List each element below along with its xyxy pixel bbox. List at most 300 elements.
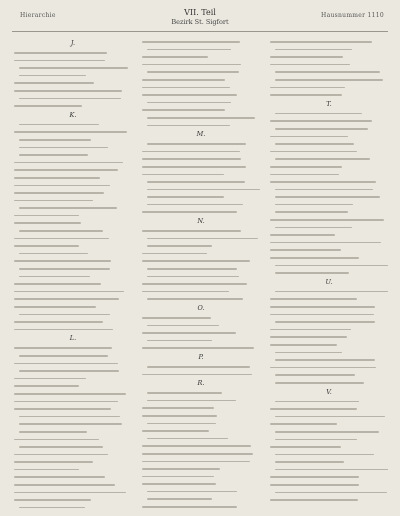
directory-entry bbox=[270, 496, 388, 504]
directory-entry bbox=[270, 61, 388, 69]
directory-entry bbox=[14, 189, 132, 197]
entry-text-placeholder bbox=[142, 87, 230, 89]
entry-text-placeholder bbox=[275, 321, 375, 323]
directory-entry bbox=[14, 273, 132, 281]
directory-entry bbox=[142, 178, 260, 186]
directory-entry bbox=[142, 442, 260, 450]
directory-entry bbox=[270, 140, 388, 148]
directory-entry bbox=[14, 151, 132, 159]
entry-text-placeholder bbox=[142, 260, 250, 262]
entry-text-placeholder bbox=[270, 166, 342, 168]
entry-text-placeholder bbox=[19, 147, 108, 149]
directory-entry bbox=[270, 398, 388, 406]
directory-entry bbox=[270, 133, 388, 141]
entry-text-placeholder bbox=[14, 260, 111, 262]
entry-text-placeholder bbox=[19, 139, 91, 141]
directory-entry bbox=[270, 341, 388, 349]
entry-text-placeholder bbox=[14, 131, 127, 133]
directory-entry bbox=[142, 488, 260, 496]
entry-text-placeholder bbox=[19, 124, 99, 126]
entry-text-placeholder bbox=[270, 423, 337, 425]
directory-entry bbox=[270, 224, 388, 232]
directory-entry bbox=[270, 458, 388, 466]
entry-text-placeholder bbox=[275, 211, 348, 213]
entry-text-placeholder bbox=[275, 359, 375, 361]
entry-text-placeholder bbox=[14, 169, 118, 171]
directory-entry bbox=[142, 235, 260, 243]
entry-text-placeholder bbox=[275, 143, 354, 145]
directory-entry bbox=[14, 344, 132, 352]
entry-text-placeholder bbox=[14, 192, 104, 194]
entry-text-placeholder bbox=[14, 90, 122, 92]
entry-text-placeholder bbox=[19, 268, 110, 270]
entry-text-placeholder bbox=[270, 249, 341, 251]
directory-entry bbox=[270, 451, 388, 459]
entry-text-placeholder bbox=[142, 468, 220, 470]
directory-entry bbox=[270, 288, 388, 296]
directory-entry bbox=[142, 495, 260, 503]
directory-entry bbox=[270, 84, 388, 92]
entry-text-placeholder bbox=[14, 298, 119, 300]
directory-entry bbox=[270, 371, 388, 379]
entry-text-placeholder bbox=[142, 483, 216, 485]
entry-text-placeholder bbox=[14, 245, 79, 247]
entry-text-placeholder bbox=[14, 162, 123, 164]
directory-entry bbox=[14, 367, 132, 375]
entry-text-placeholder bbox=[275, 113, 362, 115]
entry-text-placeholder bbox=[270, 329, 351, 331]
entry-text-placeholder bbox=[275, 189, 373, 191]
entry-text-placeholder bbox=[142, 374, 252, 376]
directory-entry bbox=[142, 114, 260, 122]
directory-entry bbox=[142, 61, 260, 69]
entry-text-placeholder bbox=[270, 87, 345, 89]
entry-text-placeholder bbox=[19, 370, 119, 372]
entry-text-placeholder bbox=[14, 222, 81, 224]
directory-entry bbox=[270, 125, 388, 133]
directory-entry bbox=[270, 349, 388, 357]
section-letter: P. bbox=[198, 352, 204, 361]
entry-text-placeholder bbox=[19, 314, 110, 316]
entry-text-placeholder bbox=[142, 41, 240, 43]
entry-text-placeholder bbox=[142, 461, 250, 463]
entry-text-placeholder bbox=[14, 363, 118, 365]
directory-entry bbox=[270, 254, 388, 262]
column-3 bbox=[270, 38, 388, 510]
entry-text-placeholder bbox=[14, 283, 101, 285]
directory-entry bbox=[142, 171, 260, 179]
entry-text-placeholder bbox=[270, 174, 339, 176]
entry-text-placeholder bbox=[19, 75, 86, 77]
section-letter: U. bbox=[325, 277, 333, 286]
entry-text-placeholder bbox=[147, 276, 239, 278]
directory-entry bbox=[14, 318, 132, 326]
entry-text-placeholder bbox=[142, 253, 207, 255]
directory-entry bbox=[270, 186, 388, 194]
entry-text-placeholder bbox=[142, 453, 253, 455]
entry-text-placeholder bbox=[142, 291, 229, 293]
entry-text-placeholder bbox=[14, 177, 100, 179]
header-right-label: Hausnummer 1110 bbox=[321, 12, 384, 19]
directory-entry bbox=[142, 76, 260, 84]
directory-entry bbox=[270, 148, 388, 156]
directory-entry bbox=[270, 262, 388, 270]
entry-text-placeholder bbox=[14, 408, 111, 410]
directory-entry bbox=[14, 413, 132, 421]
entry-text-placeholder bbox=[19, 276, 90, 278]
entry-text-placeholder bbox=[275, 71, 380, 73]
directory-entry bbox=[142, 389, 260, 397]
directory-entry bbox=[142, 371, 260, 379]
entry-text-placeholder bbox=[142, 158, 241, 160]
directory-entry bbox=[270, 208, 388, 216]
directory-entry bbox=[142, 208, 260, 216]
entry-text-placeholder bbox=[142, 506, 237, 508]
directory-entry bbox=[14, 405, 132, 413]
directory-entry bbox=[14, 128, 132, 136]
page-subtitle: Bezirk St. Sigfort bbox=[171, 18, 229, 26]
entry-text-placeholder bbox=[275, 469, 388, 471]
directory-entry bbox=[142, 412, 260, 420]
directory-entry bbox=[142, 46, 260, 54]
directory-entry bbox=[14, 95, 132, 103]
entry-text-placeholder bbox=[14, 52, 107, 54]
entry-text-placeholder bbox=[142, 430, 209, 432]
entry-text-placeholder bbox=[19, 507, 85, 509]
entry-text-placeholder bbox=[270, 306, 375, 308]
directory-entry bbox=[14, 166, 132, 174]
entry-text-placeholder bbox=[14, 306, 96, 308]
entry-text-placeholder bbox=[14, 238, 109, 240]
entry-text-placeholder bbox=[270, 242, 381, 244]
entry-text-placeholder bbox=[19, 431, 87, 433]
entry-text-placeholder bbox=[270, 56, 343, 58]
directory-entry bbox=[270, 53, 388, 61]
entry-text-placeholder bbox=[19, 355, 108, 357]
column-1 bbox=[14, 38, 132, 510]
directory-entry bbox=[270, 318, 388, 326]
entry-text-placeholder bbox=[142, 174, 224, 176]
directory-entry bbox=[14, 443, 132, 451]
directory-entry bbox=[14, 79, 132, 87]
directory-entry bbox=[270, 489, 388, 497]
entry-text-placeholder bbox=[147, 71, 239, 73]
directory-entry bbox=[270, 481, 388, 489]
directory-entry bbox=[14, 242, 132, 250]
entry-text-placeholder bbox=[14, 499, 91, 501]
directory-entry bbox=[142, 329, 260, 337]
section-letter: N. bbox=[197, 217, 205, 226]
entry-text-placeholder bbox=[270, 257, 359, 259]
entry-text-placeholder bbox=[147, 423, 216, 425]
directory-entry bbox=[14, 219, 132, 227]
header-left-label: Hierarchie bbox=[20, 12, 56, 19]
entry-text-placeholder bbox=[19, 416, 120, 418]
entry-text-placeholder bbox=[14, 385, 79, 387]
directory-entry bbox=[14, 428, 132, 436]
entry-text-placeholder bbox=[14, 401, 118, 403]
directory-entry bbox=[14, 121, 132, 129]
entry-text-placeholder bbox=[270, 41, 372, 43]
entry-text-placeholder bbox=[19, 423, 122, 425]
directory-entry bbox=[270, 326, 388, 334]
entry-text-placeholder bbox=[275, 79, 383, 81]
directory-entry bbox=[270, 231, 388, 239]
entry-text-placeholder bbox=[270, 234, 335, 236]
directory-entry bbox=[142, 155, 260, 163]
directory-entry bbox=[14, 265, 132, 273]
entry-text-placeholder bbox=[14, 60, 105, 62]
entry-text-placeholder bbox=[14, 454, 108, 456]
entry-text-placeholder bbox=[142, 415, 217, 417]
directory-entry bbox=[142, 314, 260, 322]
entry-text-placeholder bbox=[275, 272, 349, 274]
directory-entry bbox=[270, 413, 388, 421]
directory-entry bbox=[142, 322, 260, 330]
directory-entry bbox=[14, 136, 132, 144]
directory-entry bbox=[142, 186, 260, 194]
entry-text-placeholder bbox=[270, 367, 376, 369]
entry-text-placeholder bbox=[19, 154, 88, 156]
entry-text-placeholder bbox=[275, 128, 368, 130]
entry-text-placeholder bbox=[19, 67, 128, 69]
directory-entry bbox=[14, 250, 132, 258]
entry-text-placeholder bbox=[275, 49, 352, 51]
directory-entry bbox=[142, 201, 260, 209]
directory-entry bbox=[14, 360, 132, 368]
directory-entry bbox=[270, 420, 388, 428]
entry-text-placeholder bbox=[142, 79, 225, 81]
entry-text-placeholder bbox=[147, 498, 212, 500]
entry-text-placeholder bbox=[275, 374, 355, 376]
entry-text-placeholder bbox=[275, 454, 374, 456]
directory-entry bbox=[142, 435, 260, 443]
directory-entry bbox=[14, 295, 132, 303]
entry-text-placeholder bbox=[270, 64, 350, 66]
entry-text-placeholder bbox=[270, 314, 374, 316]
section-letter: L. bbox=[69, 334, 77, 343]
directory-entry bbox=[270, 91, 388, 99]
directory-entry bbox=[142, 458, 260, 466]
directory-entry bbox=[142, 288, 260, 296]
directory-entry bbox=[270, 295, 388, 303]
entry-text-placeholder bbox=[147, 189, 260, 191]
section-letter: V. bbox=[326, 387, 332, 396]
entry-text-placeholder bbox=[147, 400, 236, 402]
directory-entry bbox=[270, 171, 388, 179]
directory-entry bbox=[142, 242, 260, 250]
directory-entry bbox=[14, 159, 132, 167]
directory-entry bbox=[270, 76, 388, 84]
directory-entry bbox=[14, 102, 132, 110]
directory-entry bbox=[270, 356, 388, 364]
directory-entry bbox=[270, 466, 388, 474]
directory-entry bbox=[142, 344, 260, 352]
directory-entry bbox=[14, 390, 132, 398]
directory-entry bbox=[270, 110, 388, 118]
directory-entry bbox=[270, 428, 388, 436]
directory-entry bbox=[270, 311, 388, 319]
directory-entry bbox=[270, 269, 388, 277]
entry-text-placeholder bbox=[14, 492, 126, 494]
entry-text-placeholder bbox=[14, 393, 126, 395]
directory-entry bbox=[14, 57, 132, 65]
entry-text-placeholder bbox=[275, 416, 385, 418]
directory-entry bbox=[142, 337, 260, 345]
section-letter: T. bbox=[326, 99, 332, 108]
directory-entry bbox=[142, 280, 260, 288]
directory-entry bbox=[14, 504, 132, 510]
directory-entry bbox=[14, 182, 132, 190]
entry-text-placeholder bbox=[275, 196, 380, 198]
directory-entry bbox=[14, 473, 132, 481]
directory-entry bbox=[270, 239, 388, 247]
entry-text-placeholder bbox=[147, 196, 224, 198]
directory-entry bbox=[270, 379, 388, 387]
entry-text-placeholder bbox=[270, 336, 347, 338]
directory-entry bbox=[14, 235, 132, 243]
directory-entry bbox=[14, 204, 132, 212]
columns-container bbox=[14, 38, 388, 510]
directory-entry bbox=[270, 405, 388, 413]
entry-text-placeholder bbox=[14, 329, 113, 331]
entry-text-placeholder bbox=[275, 439, 357, 441]
directory-entry bbox=[142, 273, 260, 281]
directory-entry bbox=[14, 144, 132, 152]
directory-entry bbox=[14, 311, 132, 319]
directory-entry bbox=[142, 420, 260, 428]
directory-entry bbox=[14, 227, 132, 235]
directory-entry bbox=[14, 382, 132, 390]
directory-entry bbox=[270, 473, 388, 481]
entry-text-placeholder bbox=[147, 49, 231, 51]
directory-entry bbox=[142, 404, 260, 412]
directory-entry bbox=[142, 84, 260, 92]
directory-entry bbox=[142, 122, 260, 130]
entry-text-placeholder bbox=[270, 484, 359, 486]
entry-text-placeholder bbox=[142, 151, 240, 153]
directory-entry bbox=[142, 427, 260, 435]
entry-text-placeholder bbox=[142, 317, 211, 319]
directory-entry bbox=[14, 280, 132, 288]
directory-entry bbox=[270, 38, 388, 46]
page-header bbox=[12, 8, 388, 32]
directory-entry bbox=[14, 352, 132, 360]
directory-entry bbox=[142, 148, 260, 156]
directory-entry bbox=[14, 49, 132, 57]
entry-text-placeholder bbox=[147, 366, 250, 368]
entry-text-placeholder bbox=[275, 431, 379, 433]
directory-entry bbox=[142, 480, 260, 488]
entry-text-placeholder bbox=[270, 446, 341, 448]
entry-text-placeholder bbox=[14, 82, 94, 84]
directory-entry bbox=[142, 295, 260, 303]
directory-entry bbox=[14, 436, 132, 444]
directory-entry bbox=[14, 87, 132, 95]
directory-entry bbox=[14, 458, 132, 466]
entry-text-placeholder bbox=[19, 253, 88, 255]
entry-text-placeholder bbox=[270, 120, 372, 122]
directory-entry bbox=[142, 473, 260, 481]
entry-text-placeholder bbox=[142, 64, 241, 66]
directory-entry bbox=[142, 38, 260, 46]
entry-text-placeholder bbox=[147, 298, 243, 300]
entry-text-placeholder bbox=[14, 347, 112, 349]
header-divider bbox=[12, 31, 388, 32]
directory-entry bbox=[14, 326, 132, 334]
entry-text-placeholder bbox=[270, 476, 359, 478]
entry-text-placeholder bbox=[142, 109, 225, 111]
directory-entry bbox=[270, 68, 388, 76]
entry-text-placeholder bbox=[275, 265, 388, 267]
entry-text-placeholder bbox=[142, 347, 254, 349]
entry-text-placeholder bbox=[147, 340, 212, 342]
directory-entry bbox=[142, 265, 260, 273]
entry-text-placeholder bbox=[19, 230, 103, 232]
entry-text-placeholder bbox=[142, 445, 251, 447]
entry-text-placeholder bbox=[270, 344, 337, 346]
entry-text-placeholder bbox=[147, 181, 245, 183]
entry-text-placeholder bbox=[142, 94, 237, 96]
directory-entry bbox=[14, 257, 132, 265]
directory-entry bbox=[270, 163, 388, 171]
directory-entry bbox=[270, 117, 388, 125]
directory-entry bbox=[270, 303, 388, 311]
entry-text-placeholder bbox=[270, 181, 376, 183]
entry-text-placeholder bbox=[275, 401, 359, 403]
entry-text-placeholder bbox=[14, 476, 105, 478]
directory-entry bbox=[14, 174, 132, 182]
directory-entry bbox=[14, 398, 132, 406]
directory-entry bbox=[14, 489, 132, 497]
entry-text-placeholder bbox=[270, 298, 357, 300]
directory-entry bbox=[270, 178, 388, 186]
entry-text-placeholder bbox=[147, 238, 258, 240]
directory-entry bbox=[270, 436, 388, 444]
entry-text-placeholder bbox=[270, 151, 357, 153]
entry-text-placeholder bbox=[147, 392, 222, 394]
directory-entry bbox=[142, 450, 260, 458]
directory-entry bbox=[142, 53, 260, 61]
section-letter: K. bbox=[69, 110, 77, 119]
entry-text-placeholder bbox=[275, 158, 370, 160]
entry-text-placeholder bbox=[275, 492, 387, 494]
entry-text-placeholder bbox=[275, 291, 388, 293]
directory-entry bbox=[14, 303, 132, 311]
entry-text-placeholder bbox=[147, 102, 231, 104]
entry-text-placeholder bbox=[142, 230, 241, 232]
entry-text-placeholder bbox=[142, 283, 247, 285]
directory-entry bbox=[14, 496, 132, 504]
entry-text-placeholder bbox=[14, 484, 115, 486]
entry-text-placeholder bbox=[147, 245, 212, 247]
directory-entry bbox=[14, 288, 132, 296]
entry-text-placeholder bbox=[14, 215, 79, 217]
directory-entry bbox=[14, 212, 132, 220]
directory-entry bbox=[270, 155, 388, 163]
page-title: VII. Teil bbox=[184, 8, 216, 17]
directory-entry bbox=[142, 193, 260, 201]
entry-text-placeholder bbox=[14, 378, 86, 380]
entry-text-placeholder bbox=[275, 382, 364, 384]
entry-text-placeholder bbox=[19, 207, 117, 209]
entry-text-placeholder bbox=[147, 143, 246, 145]
directory-entry bbox=[270, 246, 388, 254]
entry-text-placeholder bbox=[14, 105, 82, 107]
directory-entry bbox=[14, 481, 132, 489]
directory-entry bbox=[142, 363, 260, 371]
directory-entry bbox=[142, 465, 260, 473]
